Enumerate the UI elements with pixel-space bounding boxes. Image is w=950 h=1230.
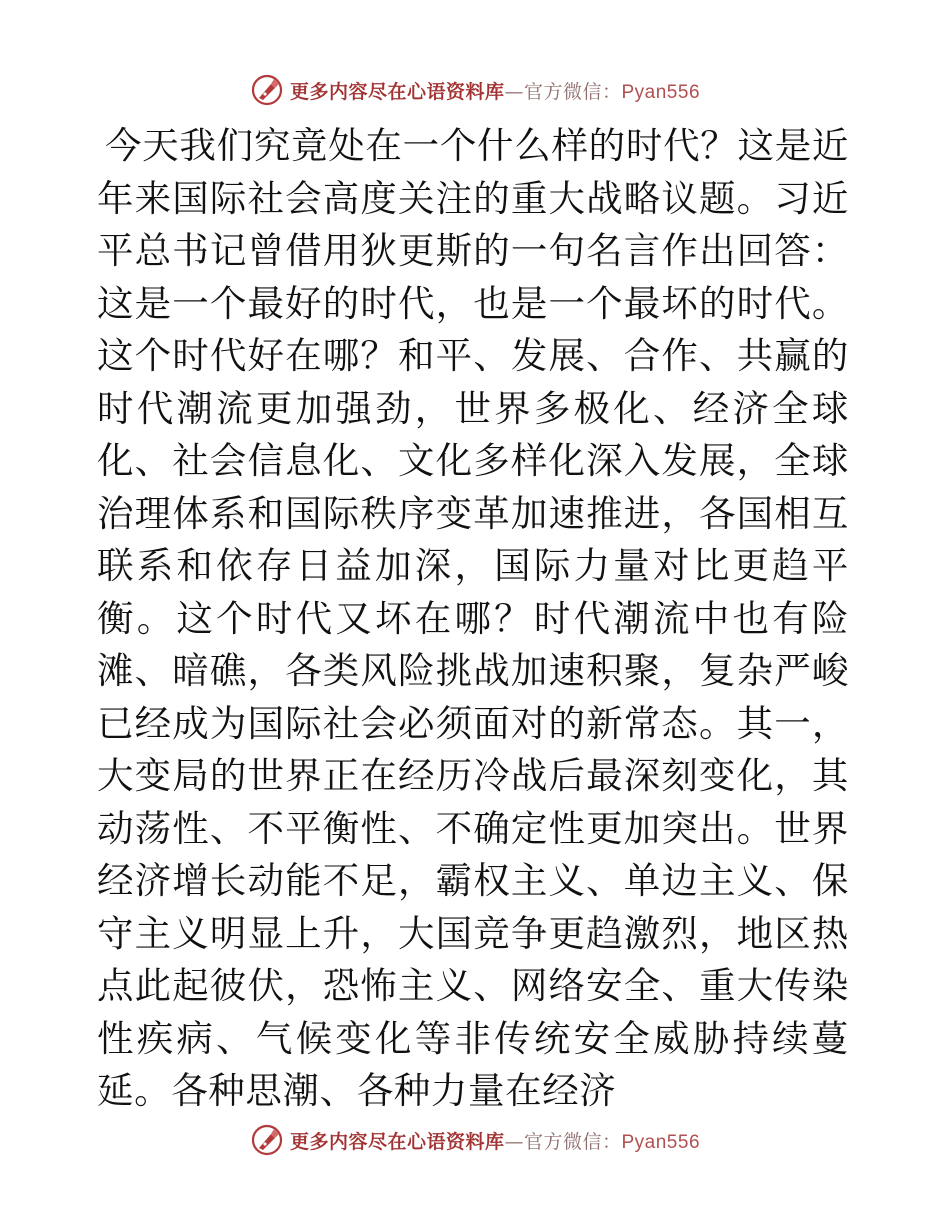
pen-nib-logo-icon (250, 73, 284, 107)
page-header (0, 70, 950, 110)
footer-separator: — (504, 1130, 524, 1153)
page-footer (0, 1120, 950, 1160)
header-text (290, 77, 700, 104)
header-separator: — (504, 80, 524, 103)
footer-text (290, 1127, 700, 1154)
footer-brand: 更多内容尽在心语资料库 (289, 1130, 505, 1153)
header-brand: 更多内容尽在心语资料库 (289, 80, 505, 103)
footer-wechat-id: Pyan556 (621, 1131, 701, 1153)
header-wechat-id: Pyan556 (621, 81, 701, 103)
footer-wechat-label: 官方微信： (523, 1130, 622, 1153)
pen-nib-logo-icon (250, 1123, 284, 1157)
header-wechat-label: 官方微信： (523, 80, 622, 103)
body-paragraph: 今天我们究竟处在一个什么样的时代？这是近年来国际社会高度关注的重大战略议题。习近平总书记曾借用狄更斯的一句名言作出回答：这是一个最好的时代，也是一个最坏的时代。这个时代好在哪？和平、发展、合作、共赢的时代潮流更加强劲，世界多极化、经济全球化、社会信息化、文化多样化深入发展，全球治理体系和国际秩序变革加速推进，各国相互联系和依存日益加深，国际力量对比更趋平衡。这个时代又坏在哪？时代潮流中也有险滩、暗礁，各类风险挑战加速积聚，复杂严峻已经成为国际社会必须面对的新常态。其一，大变局的世界正在经历冷战后最深刻变化，其动荡性、不平衡性、不确定性更加突出。世界经济增长动能不足，霸权主义、单边主义、保守主义明显上升，大国竞争更趋激烈，地区热点此起彼伏，恐怖主义、网络安全、重大传染性疾病、气候变化等非传统安全威胁持续蔓延。各种思潮、各种力量在经济 (97, 124, 849, 1112)
